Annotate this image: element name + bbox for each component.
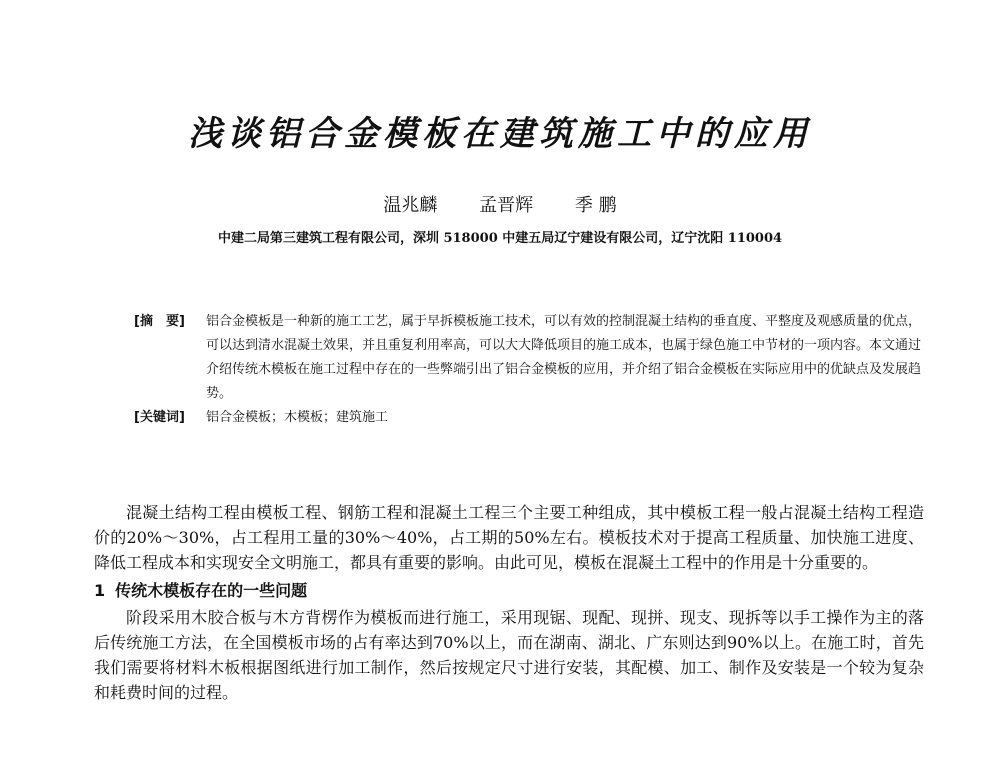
author-list: [0, 194, 1000, 218]
author-name: 温兆麟: [383, 195, 438, 216]
paper-title: 浅谈铝合金模板在建筑施工中的应用: [188, 114, 812, 154]
abstract-block: [134, 310, 924, 430]
abstract-text: 铝合金模板是一种新的施工工艺，属于早拆模板施工技术，可以有效的控制混凝土结构的垂直度、平整度及观感质量的优点，可以达到清水混凝土效果，并且重复利用率高，可以大大降低项目的施工成本，也属于绿色施工中节材的一项内容。本文通过介绍传统木模板在施工过程中存在的一些弊端引出了铝合金模板的应用，并介绍了铝合金模板在实际应用中的优缺点及发展趋势。: [206, 314, 922, 401]
abstract: [134, 310, 924, 406]
abstract-label: [摘 要]: [134, 314, 185, 329]
body-text: [94, 500, 924, 705]
affiliation: 中建二局第三建筑工程有限公司，深圳 518000 中建五局辽宁建设有限公司，辽宁沈阳 110004: [217, 231, 783, 246]
author-name: 季 鹏: [574, 195, 617, 216]
intro-paragraph: 混凝土结构工程由模板工程、钢筋工程和混凝土工程三个主要工种组成，其中模板工程一般占混凝土结构工程造价的20%～30%，占工程用工量的30%～40%，占工期的50%左右。模板技术对于提高工程质量、加快施工进度、降低工程成本和实现安全文明施工，都具有重要的影响。由此可见，模板在混凝土工程中的作用是十分重要的。: [94, 503, 924, 572]
section-number: 1: [94, 581, 106, 600]
keywords: [134, 406, 924, 430]
keywords-text: 铝合金模板；木模板；建筑施工: [206, 410, 389, 425]
section-title: 传统木模板存在的一些问题: [115, 581, 308, 600]
author-name: 孟晋辉: [479, 195, 534, 216]
section-heading: [94, 578, 924, 603]
section-paragraph: 阶段采用木胶合板与木方背楞作为模板而进行施工，采用现锯、现配、现拼、现支、现拆等以手工操作为主的落后传统施工方法，在全国模板市场的占有率达到70%以上，而在湖南、湖北、广东则达到90%以上。在施工时，首先我们需要将材料木板根据图纸进行加工制作，然后按规定尺寸进行安装，其配模、加工、制作及安装是一个较为复杂和耗费时间的过程。: [94, 608, 924, 702]
keywords-label: [关键词]: [134, 410, 185, 425]
